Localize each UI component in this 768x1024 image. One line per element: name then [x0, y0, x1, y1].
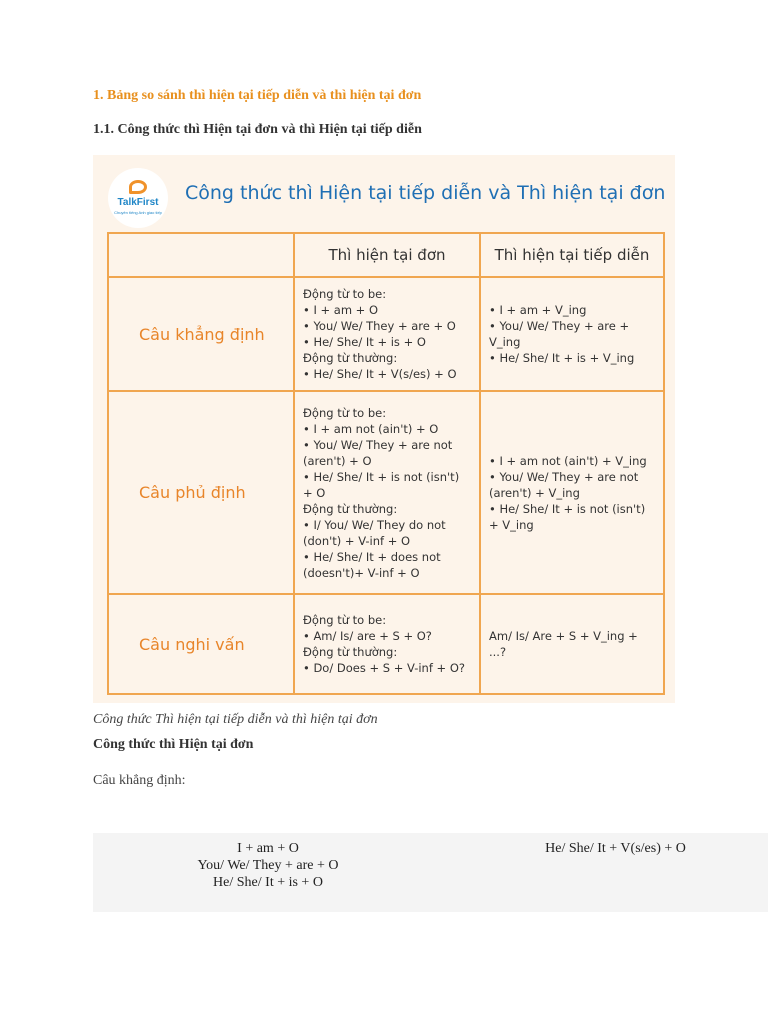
- row-label-affirmative: Câu khẳng định: [108, 277, 294, 391]
- talkfirst-logo: [108, 168, 168, 228]
- cell-question-continuous: [480, 594, 664, 694]
- cell-line: Động từ thường:: [303, 645, 398, 659]
- logo-tagline: Chuyên tiếng Anh giao tiếp: [114, 210, 162, 215]
- cell-line: • He/ She/ It + is + O: [303, 335, 426, 349]
- speech-bubble-icon: [129, 180, 147, 194]
- figure-title: Công thức thì Hiện tại tiếp diễn và Thì hiện tại đơn: [185, 182, 666, 204]
- cell-line: Động từ thường:: [303, 351, 398, 365]
- cell-line: • He/ She/ It + is not (isn't) + O: [303, 469, 460, 500]
- cell-line: • You/ We/ They + are + V_ing: [489, 319, 630, 349]
- cell-affirmative-simple: [294, 277, 480, 391]
- formula-line: I + am + O: [237, 841, 299, 856]
- cell-line: • He/ She/ It + is not (isn't) + V_ing: [489, 501, 646, 532]
- cell-line: • You/ We/ They + are not (aren't) + O: [303, 437, 453, 468]
- cell-line: • He/ She/ It + is + V_ing: [489, 351, 635, 365]
- formula-line: He/ She/ It + is + O: [213, 875, 323, 890]
- formula-column-right: [443, 840, 768, 857]
- subsection-heading: 1.1. Công thức thì Hiện tại đơn và thì Hiện tại tiếp diễn: [93, 122, 422, 137]
- cell-line: • You/ We/ They + are not (aren't) + V_ing: [489, 469, 639, 500]
- section-heading: 1. Bảng so sánh thì hiện tại tiếp diễn và thì hiện tại đơn: [93, 88, 422, 103]
- comparison-table: [107, 232, 665, 695]
- cell-line: Động từ thường:: [303, 501, 398, 516]
- cell-line: • Am/ Is/ are + S + O?: [303, 629, 432, 643]
- formula-column-left: [93, 840, 443, 891]
- figure-caption: Công thức Thì hiện tại tiếp diễn và thì hiện tại đơn: [93, 712, 378, 727]
- table-row: [108, 277, 664, 391]
- cell-line: • I + am + V_ing: [489, 303, 587, 317]
- table-row: [108, 391, 664, 594]
- cell-line: • I + am not (ain't) + V_ing: [489, 453, 647, 468]
- cell-line: • You/ We/ They + are + O: [303, 319, 456, 333]
- cell-question-simple: [294, 594, 480, 694]
- header-present-continuous: Thì hiện tại tiếp diễn: [480, 233, 664, 277]
- logo-text: TalkFirst: [117, 197, 159, 208]
- row-label-negative: Câu phủ định: [108, 391, 294, 594]
- cell-line: Động từ to be:: [303, 613, 387, 627]
- cell-line: Động từ to be:: [303, 405, 387, 420]
- cell-line: Am/ Is/ Are + S + V_ing + ...?: [489, 629, 638, 659]
- cell-line: • I + am + O: [303, 303, 379, 317]
- formula-box: [93, 833, 768, 912]
- table-row: [108, 594, 664, 694]
- cell-negative-continuous: [480, 391, 664, 594]
- cell-line: • He/ She/ It + does not (doesn't)+ V-inf + O: [303, 549, 441, 580]
- simple-present-heading: Công thức thì Hiện tại đơn: [93, 737, 254, 752]
- cell-line: • He/ She/ It + V(s/es) + O: [303, 367, 457, 381]
- header-empty: [108, 233, 294, 277]
- cell-affirmative-continuous: [480, 277, 664, 391]
- cell-line: • I/ You/ We/ They do not (don't) + V-inf + O: [303, 517, 446, 548]
- header-simple-present: Thì hiện tại đơn: [294, 233, 480, 277]
- cell-line: Động từ to be:: [303, 287, 387, 301]
- cell-negative-simple: [294, 391, 480, 594]
- cell-line: • Do/ Does + S + V-inf + O?: [303, 661, 465, 675]
- row-label-question: Câu nghi vấn: [108, 594, 294, 694]
- affirmative-label: Câu khẳng định:: [93, 773, 186, 788]
- formula-line: He/ She/ It + V(s/es) + O: [545, 841, 686, 856]
- formula-line: You/ We/ They + are + O: [197, 858, 339, 873]
- cell-line: • I + am not (ain't) + O: [303, 421, 439, 436]
- table-header-row: [108, 233, 664, 277]
- formula-figure: [93, 155, 675, 703]
